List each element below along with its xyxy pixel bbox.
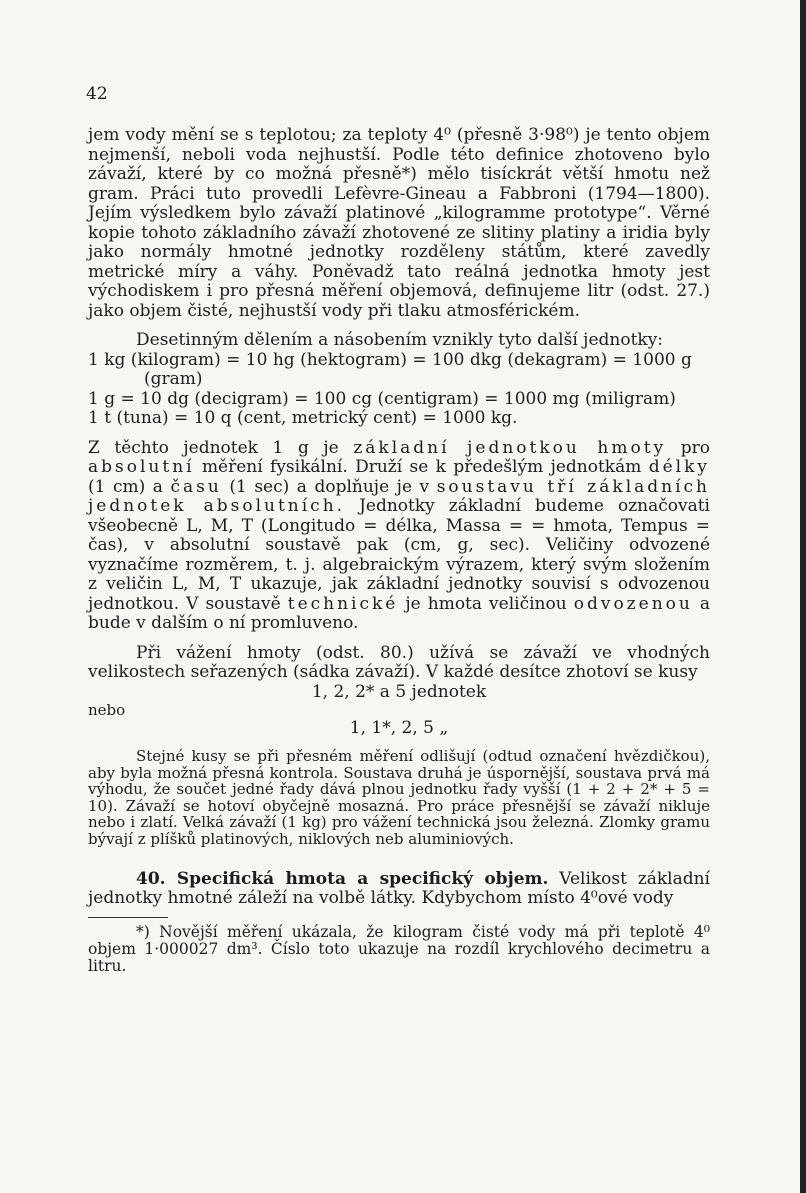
paragraph-definition: jem vody mění se s teplotou; za teploty 4⁰ (přesně 3·98⁰) je tento objem nejmenší, neboli voda nejhustší. Podle této definice zhotoveno bylo závaží, které by co možná přesně*) mělo tisíckrát větší hmotu než gram. Práci tuto provedli Lefèvre-Gineau a Fabbroni (1794—1800). Jejím výsledkem bylo závaží platinové „kilogramme prototype“. Věrné kopie tohoto základního závaží zhotovené ze slitiny platiny a iridia byly jako normály hmotné jednotky rozděleny státům, které zavedly metrické míry a váhy. Poněvadž tato reálná jednotka hmoty jest východiskem i pro přesná měření objemová, definujeme litr (odst. 27.) jako objem čisté, nejhustší vody při tlaku atmosférickém.	[88, 125, 710, 321]
spaced-text: absolutní	[88, 457, 195, 477]
unit-line-gram: 1 g = 10 dg (decigram) = 100 cg (centigram) = 1000 mg (miligram)	[88, 388, 676, 409]
text-run: je hmota veličinou	[398, 593, 574, 614]
text-run: pro	[666, 437, 710, 458]
text-run: Jednotky základní budeme označovati všeobecně L, M, T (Longitudo = délka, Massa = = hmota, Tempus = čas), v absolutní soustavě pak (cm, g, sec). Veličiny odvozené vyznačíme rozměrem, t. j. algebraickým výrazem, který svým složením z veličin L, M, T ukazuje, jak základní jednotky souvisí s odvozenou jednotkou. V soustavě	[88, 496, 710, 614]
unit-line-gram-label: (gram)	[144, 369, 203, 389]
spaced-text: délky	[648, 457, 710, 477]
unit-line-ton: 1 t (tuna) = 10 q (cent, metrický cent) = 1000 kg.	[88, 408, 518, 428]
spaced-text: technické	[287, 593, 399, 614]
paragraph-weights: Při vážení hmoty (odst. 80.) užívá se závaží ve vhodných velikostech seřazených (sádka závaží). V každé desítce zhotoví se kusy	[88, 642, 710, 682]
text-run: a bude v dalším o ní promluveno.	[88, 593, 710, 633]
paragraph-small-print: Stejné kusy se při přesném měření odlišují (odtud označení hvězdičkou), aby byla možná přesná kontrola. Soustava druhá je úspornější, soustava prvá má výhodu, že součet jedné řady dává plnou jednotku řady vyšší (1 + 2 + 2* + 5 = 10). Závaží se hotoví obyčejně mosazná. Pro práce přesnější se závaží nikluje nebo i zlatí. Velká závaží (1 kg) pro vážení technická jsou železná. Zlomky gramu bývají z plíšků platinových, niklových neb aluminiových.	[88, 747, 710, 849]
section-text: Velikost základní jednotky hmotné záleží na volbě látky. Kdybychom místo 4⁰ové vody	[88, 868, 710, 909]
main-text	[88, 126, 710, 975]
paragraph-units-intro: Desetinným dělením a násobením vznikly tyto další jednotky:	[136, 330, 664, 350]
page-edge	[800, 0, 806, 1193]
footnote: *) Novější měření ukázala, že kilogram čisté vody má při teplotě 4⁰ objem 1·000027 dm³. Číslo toto ukazuje na rozdíl krychlového decimetru a litru.	[88, 922, 710, 975]
text-run: Z těchto jednotek 1 g je	[88, 437, 354, 458]
footnote-divider	[88, 917, 168, 918]
spaced-text: odvozenou	[573, 593, 693, 614]
weight-series-2: 1, 1*, 2, 5 „	[349, 717, 449, 738]
spaced-text: soustavu tří základních jednotek absolutních.	[88, 476, 711, 516]
paragraph-absolute-units	[88, 439, 710, 634]
page-number: 42	[86, 84, 108, 104]
section-heading: 40. Specifická hmota a specifický objem.	[136, 868, 549, 889]
spaced-text: času	[170, 476, 222, 497]
text-run: (1 sec) a doplňuje je v	[221, 476, 437, 497]
section-40	[88, 870, 710, 909]
nebo-label: nebo	[88, 701, 126, 719]
unit-line-kilogram: 1 kg (kilogram) = 10 hg (hektogram) = 100 dkg (dekagram) = 1000 g	[88, 349, 692, 370]
text-run: měření fysikální. Druží se k předešlým jednotkám	[194, 457, 649, 477]
text-run: (1 cm) a	[88, 476, 171, 497]
spaced-text: základní jednotkou hmoty	[353, 437, 667, 458]
weight-series-1: 1, 2, 2* a 5 jednotek	[311, 681, 487, 702]
